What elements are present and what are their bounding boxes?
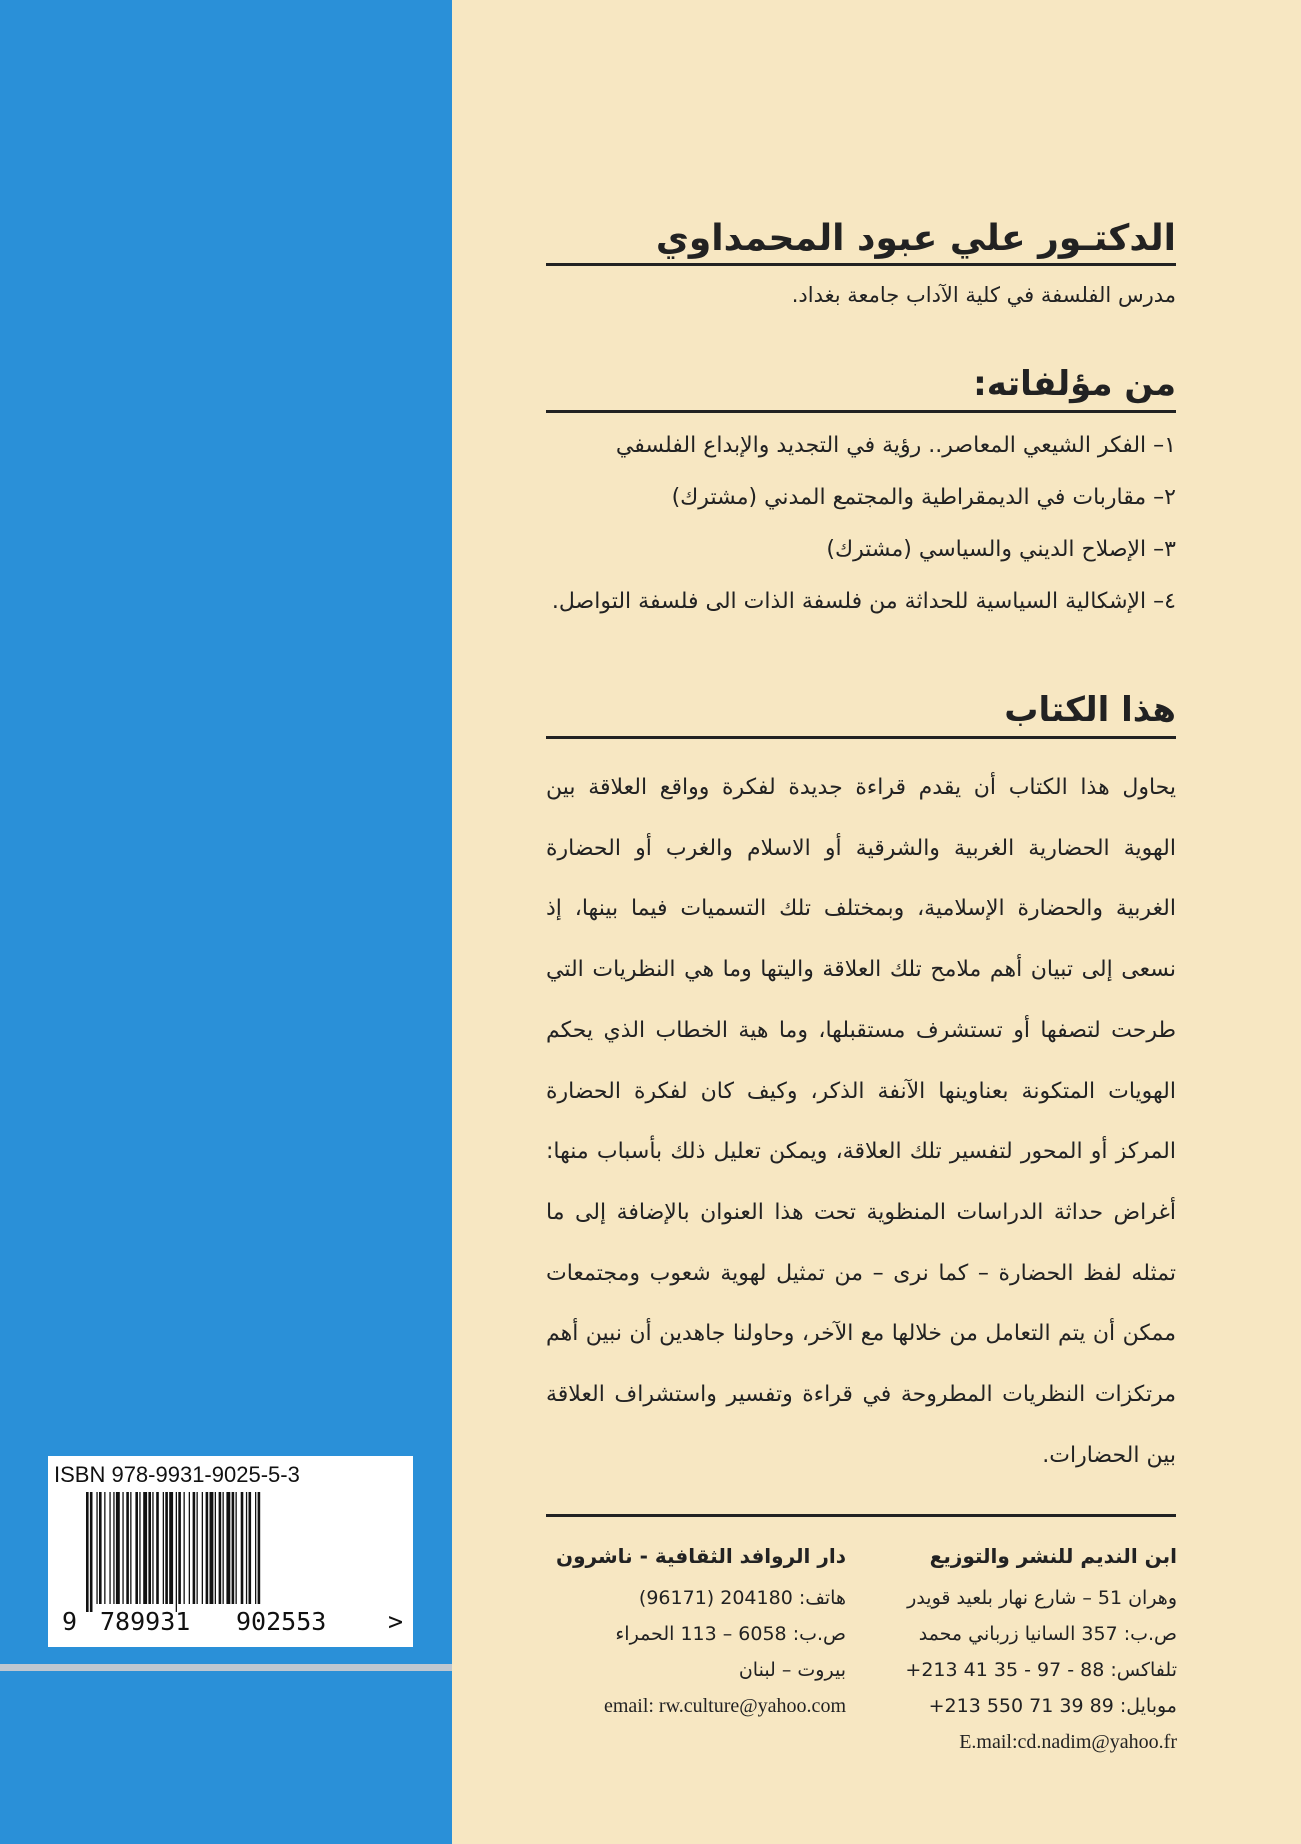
barcode-bar bbox=[178, 1492, 181, 1604]
barcode-bar bbox=[236, 1492, 237, 1604]
barcode-bar bbox=[169, 1492, 173, 1604]
publisher-rawafed bbox=[556, 1538, 846, 1724]
barcode-bar bbox=[206, 1492, 209, 1604]
publisher-email: E.mail:cd.nadim@yahoo.fr bbox=[959, 1731, 1177, 1753]
barcode-bar bbox=[210, 1492, 214, 1604]
barcode-bar bbox=[116, 1492, 120, 1604]
barcode-bar bbox=[219, 1492, 222, 1604]
barcode-bar bbox=[246, 1492, 247, 1604]
barcode-bar bbox=[143, 1492, 147, 1604]
publisher-email: email: rw.culture@yahoo.com bbox=[603, 1695, 846, 1717]
barcode-bar bbox=[202, 1492, 203, 1604]
gray-stripe bbox=[0, 1664, 452, 1671]
publisher-address: وهران 51 – شارع نهار بلعيد قويدر bbox=[907, 1587, 1177, 1609]
book-description: يحاول هذا الكتاب أن يقدم قراءة جديدة لفكرة وواقع العلاقة بين الهوية الحضارية الغربية والشرقية أو الاسلام والغرب أو الحضارة الغربية والحضارة الإسلامية، وبمختلف تلك التسميات فيما بينها، إذ نسعى إلى تبيان أهم ملامح تلك العلاقة واليتها وما هي النظريات التي طرحت لتصفها أو تستشرف مستقبلها، وما هية الخطاب الذي يحكم الهويات المتكونة بعناوينها الآنفة الذكر، وكيف كان لفكرة الحضارة المركز أو المحور لتفسير تلك العلاقة، ويمكن تعليل ذلك بأسباب منها: أغراض حداثة الدراسات المنظوية تحت هذا العنوان بالإضافة إلى ما تمثله لفظ الحضارة – كما نرى – من تمثيل لهوية شعوب ومجتمعات ممكن أن يتم التعامل من خلالها مع الآخر، وحاولنا جاهدين أن نبين أهم مرتكزات النظريات المطروحة في قراءة وتفسير واستشراف العلاقة بين الحضارات. bbox=[546, 775, 1176, 1468]
isbn-label: ISBN 978-9931-9025-5-3 bbox=[54, 1462, 300, 1487]
works-heading: من مؤلفاته: bbox=[546, 364, 1176, 413]
barcode-bar bbox=[163, 1492, 164, 1604]
publisher-name: دار الروافد الثقافية - ناشرون bbox=[556, 1544, 846, 1568]
barcode-bar bbox=[165, 1492, 168, 1604]
barcode-bar bbox=[156, 1492, 159, 1604]
barcode-bar bbox=[139, 1492, 140, 1604]
barcode-bar bbox=[104, 1492, 105, 1604]
barcode-bar bbox=[122, 1492, 123, 1604]
barcode-bar bbox=[223, 1492, 224, 1604]
publisher-po-box: ص.ب: 357 السانيا زرباني محمد bbox=[918, 1623, 1177, 1645]
works-item: ١– الفكر الشيعي المعاصر.. رؤية في التجديد والإبداع الفلسفي bbox=[615, 433, 1176, 458]
publisher-phone: هاتف: 204180 (96171) bbox=[638, 1587, 846, 1609]
publisher-fax: تلفاكس: 88 - 97 - 35 41 213+ bbox=[905, 1659, 1177, 1681]
barcode-bar bbox=[99, 1492, 102, 1604]
barcode-bar bbox=[258, 1492, 261, 1604]
barcode-bar bbox=[152, 1492, 153, 1604]
publisher-divider bbox=[546, 1514, 1176, 1517]
barcode-bar bbox=[90, 1492, 93, 1612]
barcode-bar bbox=[184, 1492, 185, 1604]
barcode-bar bbox=[226, 1492, 230, 1604]
author-position: مدرس الفلسفة في كلية الآداب جامعة بغداد. bbox=[791, 283, 1176, 307]
barcode-bar bbox=[193, 1492, 196, 1604]
barcode-lead-digit: 9 bbox=[62, 1607, 78, 1636]
barcode-bar bbox=[109, 1492, 110, 1604]
barcode-bar bbox=[126, 1492, 129, 1604]
barcode-bar bbox=[148, 1492, 151, 1604]
barcode-bar bbox=[96, 1492, 97, 1604]
barcode-bar bbox=[232, 1492, 235, 1604]
publisher-po-box: ص.ب: 6058 – 113 الحمراء bbox=[615, 1623, 846, 1645]
barcode-digits bbox=[48, 1607, 413, 1643]
barcode-bar bbox=[86, 1492, 89, 1612]
barcode-panel bbox=[48, 1456, 413, 1647]
works-item: ٣– الإصلاح الديني والسياسي (مشترك) bbox=[826, 537, 1176, 562]
publisher-mobile: موبايل: 89 39 71 550 213+ bbox=[928, 1695, 1177, 1717]
barcode-group-1: 789931 bbox=[100, 1607, 191, 1636]
author-name: الدكتـور علي عبود المحمداوي bbox=[546, 218, 1176, 266]
works-list bbox=[546, 426, 1176, 634]
barcode-group-2: 902553 bbox=[236, 1607, 327, 1636]
barcode-bar bbox=[135, 1492, 138, 1604]
works-item: ٤– الإشكالية السياسية للحداثة من فلسفة الذات الى فلسفة التواصل. bbox=[551, 589, 1176, 614]
barcode-end-mark: > bbox=[388, 1607, 404, 1636]
barcode-bar bbox=[255, 1492, 256, 1604]
barcode-bar bbox=[189, 1492, 190, 1604]
barcode-bar bbox=[215, 1492, 216, 1604]
barcode-bar bbox=[241, 1492, 244, 1604]
publisher-ibn-nadim bbox=[857, 1538, 1177, 1760]
publisher-city: بيروت – لبنان bbox=[738, 1659, 846, 1681]
barcode-bar bbox=[176, 1492, 177, 1612]
barcode-bar bbox=[130, 1492, 131, 1604]
barcode-bar bbox=[197, 1492, 198, 1604]
barcode-bar bbox=[249, 1492, 252, 1604]
publisher-name: ابن النديم للنشر والتوزيع bbox=[929, 1544, 1177, 1568]
book-heading: هذا الكتاب bbox=[546, 690, 1176, 739]
barcode-bar bbox=[113, 1492, 114, 1604]
works-item: ٢– مقاربات في الديمقراطية والمجتمع المدني (مشترك) bbox=[671, 485, 1176, 510]
